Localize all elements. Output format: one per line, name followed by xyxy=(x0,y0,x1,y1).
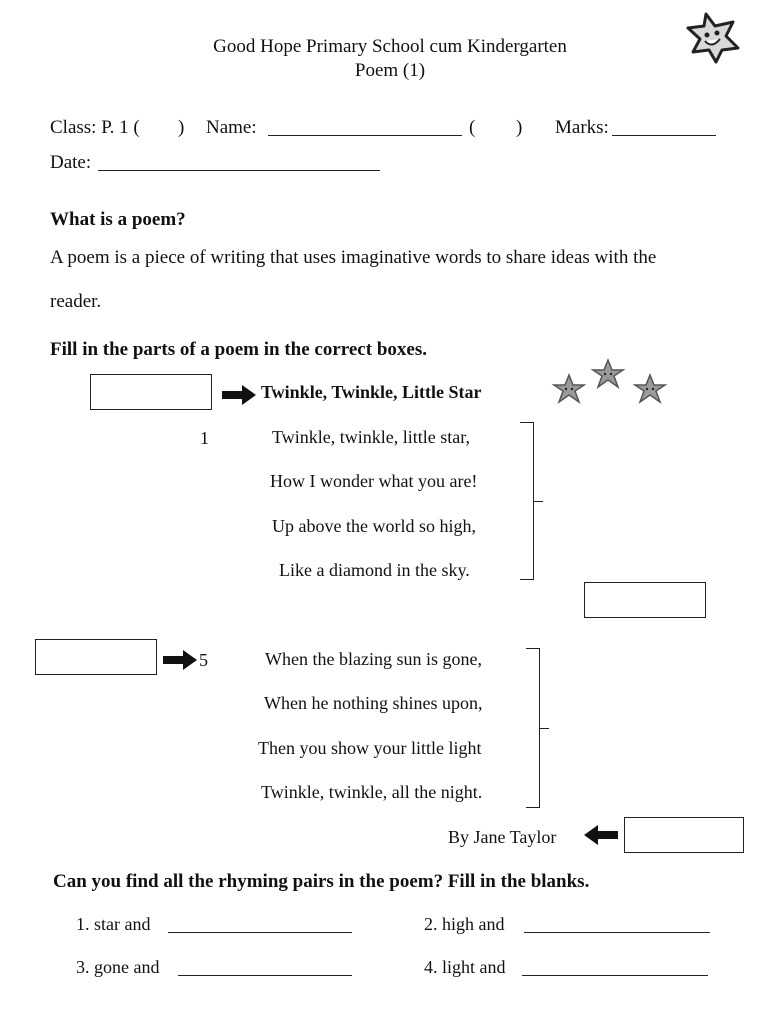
line-number-5: 5 xyxy=(199,650,208,670)
worksheet-subtitle: Poem (1) xyxy=(354,60,426,81)
stanza2-bracket xyxy=(526,648,540,808)
class-label: Class: P. 1 ( xyxy=(50,117,140,138)
poem-line: How I wonder what you are! xyxy=(270,471,478,491)
rhyme-item-number: 3. xyxy=(76,957,90,977)
poem-line: Then you show your little light xyxy=(258,738,482,758)
rhyme-item-1 xyxy=(76,914,150,935)
name-paren-open: ( xyxy=(469,117,476,138)
poem-line: Up above the world so high, xyxy=(272,516,476,536)
rhyme-blank-1[interactable] xyxy=(168,932,352,933)
stanza-answer-box[interactable] xyxy=(584,582,706,618)
school-name: Good Hope Primary School cum Kindergarten xyxy=(213,36,567,57)
name-blank[interactable] xyxy=(268,135,462,136)
marks-label: Marks: xyxy=(555,117,609,138)
date-blank[interactable] xyxy=(98,170,380,171)
definition-line-1: A poem is a piece of writing that uses imaginative words to share ideas with the xyxy=(50,247,657,268)
line-number-1: 1 xyxy=(200,428,209,448)
stanza2-bracket-tick xyxy=(539,728,549,729)
stanza1-bracket xyxy=(520,422,534,580)
rhyme-item-text: high and xyxy=(442,914,505,934)
poem-line: Twinkle, twinkle, little star, xyxy=(272,427,470,447)
rhyme-item-number: 1. xyxy=(76,914,90,934)
task2-instruction: Can you find all the rhyming pairs in the poem? Fill in the blanks. xyxy=(53,871,590,892)
poem-line: Like a diamond in the sky. xyxy=(279,560,470,580)
poem-title: Twinkle, Twinkle, Little Star xyxy=(261,382,482,402)
poem-line: When the blazing sun is gone, xyxy=(265,649,482,669)
title-answer-box[interactable] xyxy=(90,374,212,410)
name-label: Name: xyxy=(206,117,257,138)
poem-author: By Jane Taylor xyxy=(448,827,557,847)
three-stars-icon xyxy=(548,358,672,408)
arrow-left-icon xyxy=(584,825,618,845)
date-label: Date: xyxy=(50,152,92,173)
rhyme-item-4 xyxy=(424,957,506,978)
rhyme-blank-4[interactable] xyxy=(522,975,708,976)
line-answer-box[interactable] xyxy=(35,639,157,675)
rhyme-item-number: 2. xyxy=(424,914,438,934)
task1-instruction: Fill in the parts of a poem in the correct boxes. xyxy=(50,339,427,360)
arrow-right-icon xyxy=(222,385,256,405)
stanza1-bracket-tick xyxy=(533,501,543,502)
star-mascot-icon xyxy=(684,8,744,64)
poem-line: When he nothing shines upon, xyxy=(264,693,483,713)
marks-blank[interactable] xyxy=(612,135,716,136)
rhyme-item-text: light and xyxy=(442,957,506,977)
name-paren-close: ) xyxy=(516,117,523,138)
rhyme-item-2 xyxy=(424,914,505,935)
rhyme-item-text: star and xyxy=(94,914,151,934)
definition-line-2: reader. xyxy=(50,291,102,312)
arrow-right-icon xyxy=(163,650,197,670)
rhyme-item-number: 4. xyxy=(424,957,438,977)
intro-question: What is a poem? xyxy=(50,209,186,230)
rhyme-blank-3[interactable] xyxy=(178,975,352,976)
rhyme-item-text: gone and xyxy=(94,957,160,977)
poem-line: Twinkle, twinkle, all the night. xyxy=(261,782,483,802)
author-answer-box[interactable] xyxy=(624,817,744,853)
rhyme-blank-2[interactable] xyxy=(524,932,710,933)
class-close-paren: ) xyxy=(178,117,185,138)
rhyme-item-3 xyxy=(76,957,159,978)
